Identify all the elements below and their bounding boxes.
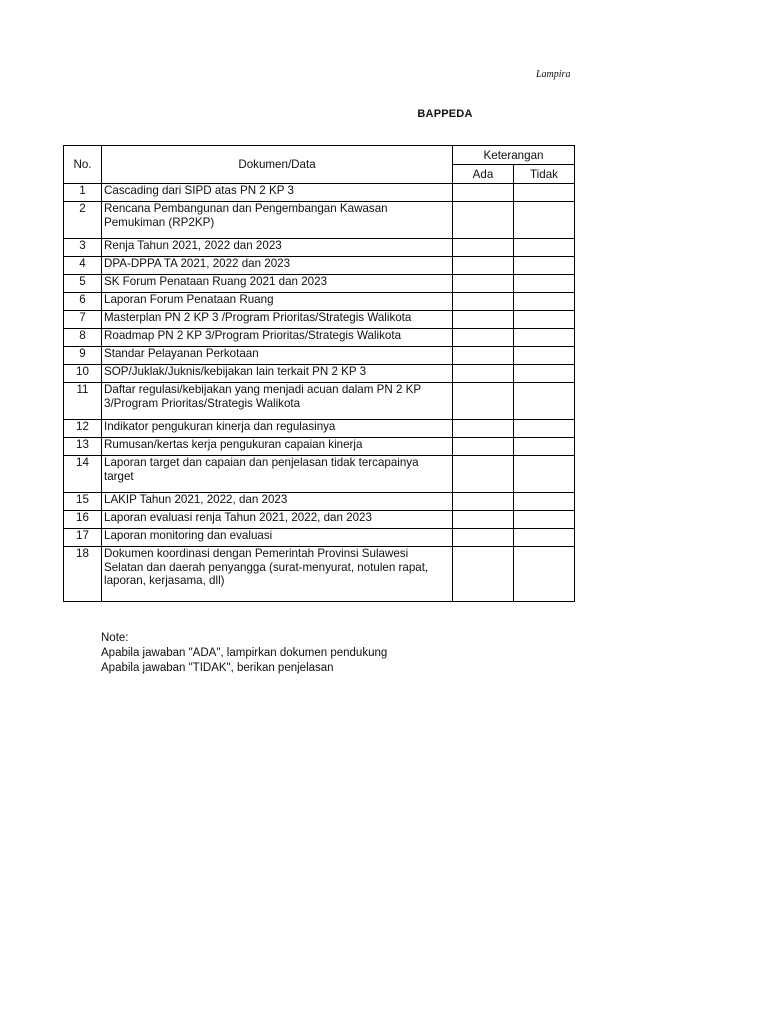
table-row [64, 293, 575, 311]
row-document: Daftar regulasi/kebijakan yang menjadi acuan dalam PN 2 KP 3/Program Prioritas/Strategis Walikota [102, 383, 453, 420]
table-row [64, 347, 575, 365]
row-tidak-cell[interactable] [514, 438, 575, 456]
row-ada-cell[interactable] [453, 529, 514, 547]
row-number: 11 [64, 383, 102, 420]
row-number: 3 [64, 239, 102, 257]
note-line-ada: Apabila jawaban "ADA", lampirkan dokumen pendukung [101, 647, 388, 659]
note-heading: Note: [101, 632, 129, 644]
table-row [64, 456, 575, 493]
row-tidak-cell[interactable] [514, 365, 575, 383]
row-tidak-cell[interactable] [514, 511, 575, 529]
row-ada-cell[interactable] [453, 456, 514, 493]
row-document: Laporan evaluasi renja Tahun 2021, 2022, dan 2023 [102, 511, 453, 529]
row-ada-cell[interactable] [453, 493, 514, 511]
row-document: Dokumen koordinasi dengan Pemerintah Provinsi Sulawesi Selatan dan daerah penyangga (surat-menyurat, notulen rapat, laporan, kerjasama, dll) [102, 547, 453, 602]
row-number: 2 [64, 202, 102, 239]
column-header-dokumen: Dokumen/Data [102, 146, 453, 184]
table-row [64, 529, 575, 547]
row-number: 4 [64, 257, 102, 275]
row-tidak-cell[interactable] [514, 293, 575, 311]
row-document: Renja Tahun 2021, 2022 dan 2023 [102, 239, 453, 257]
row-tidak-cell[interactable] [514, 456, 575, 493]
column-header-no: No. [64, 146, 102, 184]
row-tidak-cell[interactable] [514, 239, 575, 257]
row-document: Rencana Pembangunan dan Pengembangan Kawasan Pemukiman (RP2KP) [102, 202, 453, 239]
row-ada-cell[interactable] [453, 365, 514, 383]
note-block [101, 631, 387, 676]
row-number: 8 [64, 329, 102, 347]
row-ada-cell[interactable] [453, 257, 514, 275]
table-row [64, 547, 575, 602]
row-document: SOP/Juklak/Juknis/kebijakan lain terkait PN 2 KP 3 [102, 365, 453, 383]
table-row [64, 365, 575, 383]
row-document: SK Forum Penataan Ruang 2021 dan 2023 [102, 275, 453, 293]
table-row [64, 184, 575, 202]
page-title: BAPPEDA [417, 108, 473, 120]
document-checklist-table [63, 145, 575, 602]
row-number: 15 [64, 493, 102, 511]
row-number: 14 [64, 456, 102, 493]
row-number: 10 [64, 365, 102, 383]
table-row [64, 420, 575, 438]
table-row [64, 311, 575, 329]
table-row [64, 383, 575, 420]
row-ada-cell[interactable] [453, 383, 514, 420]
row-ada-cell[interactable] [453, 547, 514, 602]
row-number: 17 [64, 529, 102, 547]
row-ada-cell[interactable] [453, 347, 514, 365]
row-ada-cell[interactable] [453, 311, 514, 329]
row-tidak-cell[interactable] [514, 184, 575, 202]
table-row [64, 511, 575, 529]
row-ada-cell[interactable] [453, 275, 514, 293]
row-document: Indikator pengukuran kinerja dan regulasinya [102, 420, 453, 438]
row-ada-cell[interactable] [453, 184, 514, 202]
row-tidak-cell[interactable] [514, 311, 575, 329]
row-ada-cell[interactable] [453, 511, 514, 529]
row-document: DPA-DPPA TA 2021, 2022 dan 2023 [102, 257, 453, 275]
row-document: Cascading dari SIPD atas PN 2 KP 3 [102, 184, 453, 202]
row-number: 1 [64, 184, 102, 202]
row-ada-cell[interactable] [453, 293, 514, 311]
corner-note: Lampira [536, 69, 571, 80]
column-header-keterangan: Keterangan [453, 146, 575, 165]
row-number: 12 [64, 420, 102, 438]
row-tidak-cell[interactable] [514, 329, 575, 347]
table-row [64, 275, 575, 293]
row-ada-cell[interactable] [453, 438, 514, 456]
row-number: 7 [64, 311, 102, 329]
table-row [64, 493, 575, 511]
table-row [64, 239, 575, 257]
row-tidak-cell[interactable] [514, 493, 575, 511]
column-header-tidak: Tidak [514, 165, 575, 184]
table-row [64, 202, 575, 239]
row-tidak-cell[interactable] [514, 202, 575, 239]
row-document: Roadmap PN 2 KP 3/Program Prioritas/Strategis Walikota [102, 329, 453, 347]
row-document: Rumusan/kertas kerja pengukuran capaian kinerja [102, 438, 453, 456]
row-number: 13 [64, 438, 102, 456]
row-tidak-cell[interactable] [514, 420, 575, 438]
row-number: 18 [64, 547, 102, 602]
table-row [64, 438, 575, 456]
row-document: LAKIP Tahun 2021, 2022, dan 2023 [102, 493, 453, 511]
column-header-ada: Ada [453, 165, 514, 184]
row-tidak-cell[interactable] [514, 347, 575, 365]
table-row [64, 257, 575, 275]
row-ada-cell[interactable] [453, 202, 514, 239]
row-document: Laporan Forum Penataan Ruang [102, 293, 453, 311]
row-number: 6 [64, 293, 102, 311]
row-tidak-cell[interactable] [514, 383, 575, 420]
row-tidak-cell[interactable] [514, 275, 575, 293]
row-tidak-cell[interactable] [514, 547, 575, 602]
row-ada-cell[interactable] [453, 420, 514, 438]
row-number: 9 [64, 347, 102, 365]
row-ada-cell[interactable] [453, 329, 514, 347]
row-number: 16 [64, 511, 102, 529]
row-ada-cell[interactable] [453, 239, 514, 257]
table-row [64, 329, 575, 347]
note-line-tidak: Apabila jawaban "TIDAK", berikan penjelasan [101, 662, 334, 674]
row-document: Laporan target dan capaian dan penjelasan tidak tercapainya target [102, 456, 453, 493]
row-tidak-cell[interactable] [514, 257, 575, 275]
row-tidak-cell[interactable] [514, 529, 575, 547]
row-document: Masterplan PN 2 KP 3 /Program Prioritas/Strategis Walikota [102, 311, 453, 329]
row-document: Standar Pelayanan Perkotaan [102, 347, 453, 365]
row-document: Laporan monitoring dan evaluasi [102, 529, 453, 547]
row-number: 5 [64, 275, 102, 293]
